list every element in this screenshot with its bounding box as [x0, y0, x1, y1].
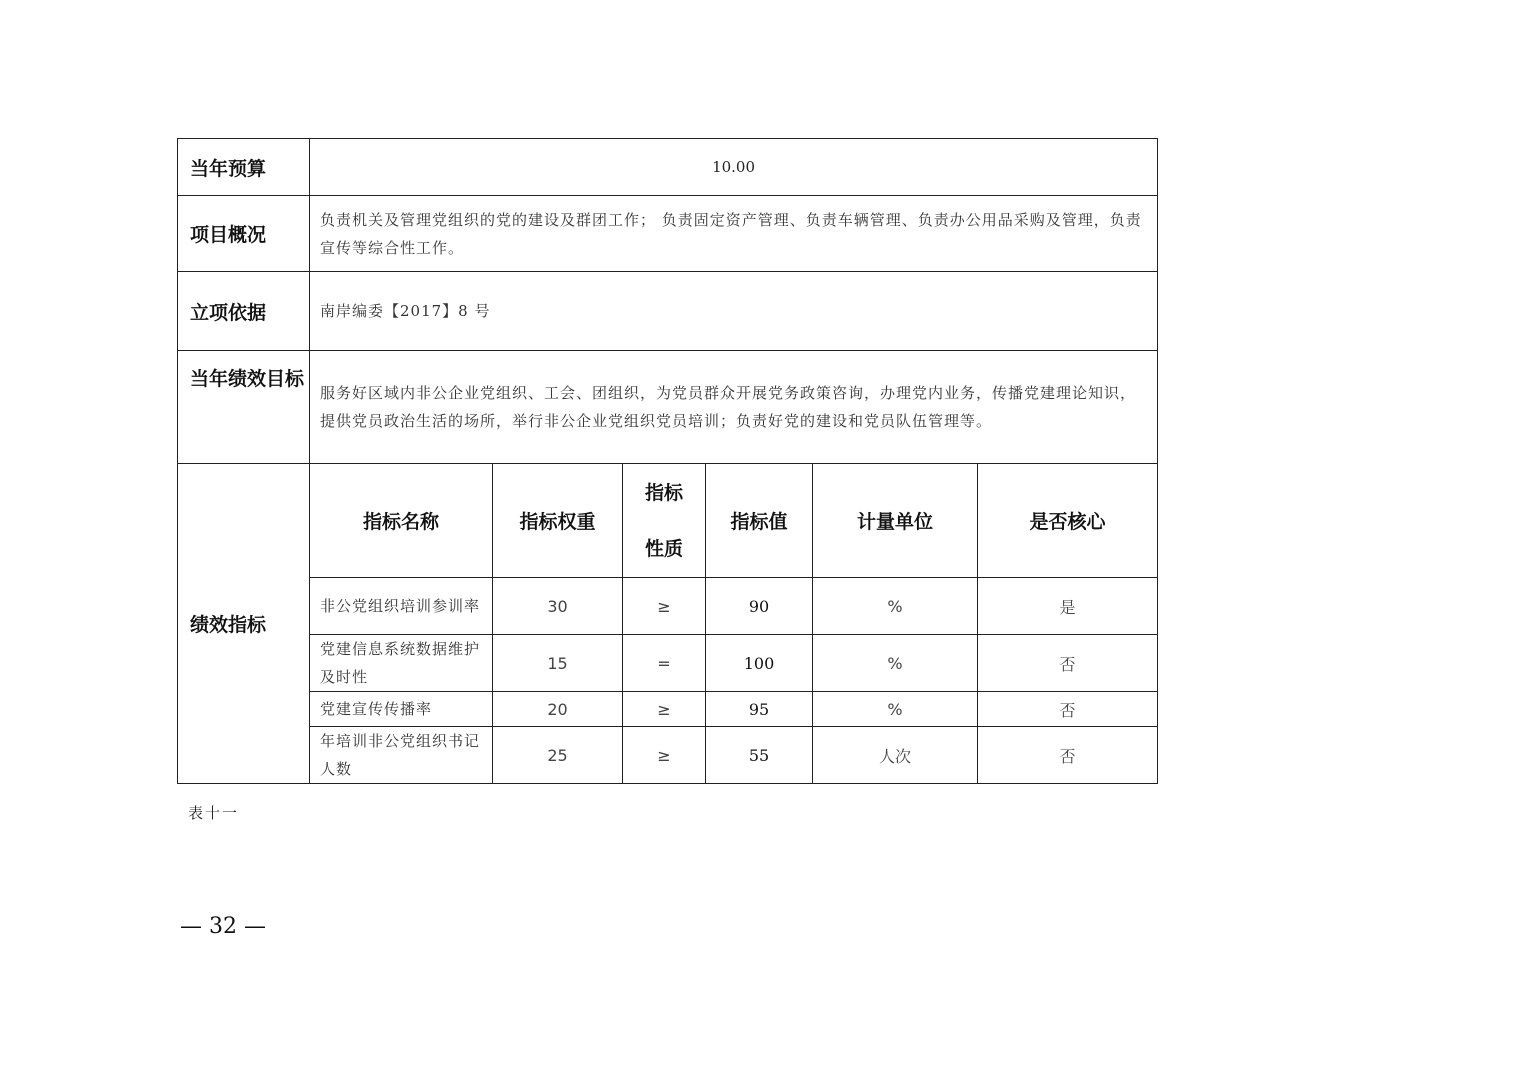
header-weight: 指标权重: [493, 464, 623, 578]
indicator-weight: 25: [493, 727, 623, 784]
indicator-value: 90: [706, 578, 813, 635]
budget-value: 10.00: [310, 139, 1158, 196]
indicator-core: 否: [978, 635, 1158, 692]
indicator-value: 100: [706, 635, 813, 692]
page-number: — 32 —: [180, 914, 266, 939]
indicator-nature: ≥: [623, 578, 706, 635]
goal-row: [178, 351, 1158, 464]
indicator-nature: ≥: [623, 727, 706, 784]
header-core: 是否核心: [978, 464, 1158, 578]
table-row: [178, 578, 1158, 635]
indicator-unit: %: [813, 692, 978, 727]
table-row: [178, 692, 1158, 727]
indicator-header-row: [178, 464, 1158, 578]
indicator-core: 是: [978, 578, 1158, 635]
indicator-core: 否: [978, 727, 1158, 784]
indicator-core: 否: [978, 692, 1158, 727]
indicator-weight: 15: [493, 635, 623, 692]
indicators-label: 绩效指标: [178, 464, 310, 784]
indicator-unit: %: [813, 635, 978, 692]
indicator-name: 非公党组织培训参训率: [310, 578, 493, 635]
indicator-value: 95: [706, 692, 813, 727]
table-caption: 表十一: [188, 804, 240, 822]
header-name: 指标名称: [310, 464, 493, 578]
budget-row: [178, 139, 1158, 196]
overview-label: 项目概况: [178, 196, 310, 272]
indicator-nature: ≥: [623, 692, 706, 727]
table-row: [178, 727, 1158, 784]
goal-text: 服务好区域内非公企业党组织、工会、团组织，为党员群众开展党务政策咨询，办理党内业务，传播党建理论知识，提供党员政治生活的场所，举行非公企业党组织党员培训；负责好党的建设和党员队伍管理等。: [310, 351, 1158, 464]
overview-text: 负责机关及管理党组织的党的建设及群团工作； 负责固定资产管理、负责车辆管理、负责办公用品采购及管理，负责宣传等综合性工作。: [310, 196, 1158, 272]
overview-row: [178, 196, 1158, 272]
indicator-nature: =: [623, 635, 706, 692]
header-value: 指标值: [706, 464, 813, 578]
header-nature: 指标性质: [623, 464, 706, 578]
basis-text: 南岸编委【2017】8 号: [310, 272, 1158, 351]
basis-label: 立项依据: [178, 272, 310, 351]
indicator-weight: 20: [493, 692, 623, 727]
indicator-value: 55: [706, 727, 813, 784]
budget-label: 当年预算: [178, 139, 310, 196]
table-row: [178, 635, 1158, 692]
indicator-unit: 人次: [813, 727, 978, 784]
basis-row: [178, 272, 1158, 351]
indicator-name: 年培训非公党组织书记人数: [310, 727, 493, 784]
indicator-name: 党建宣传传播率: [310, 692, 493, 727]
indicator-name: 党建信息系统数据维护及时性: [310, 635, 493, 692]
performance-table: [177, 138, 1158, 784]
indicator-weight: 30: [493, 578, 623, 635]
header-unit: 计量单位: [813, 464, 978, 578]
indicator-unit: %: [813, 578, 978, 635]
goal-label: 当年绩效目标: [178, 351, 310, 464]
